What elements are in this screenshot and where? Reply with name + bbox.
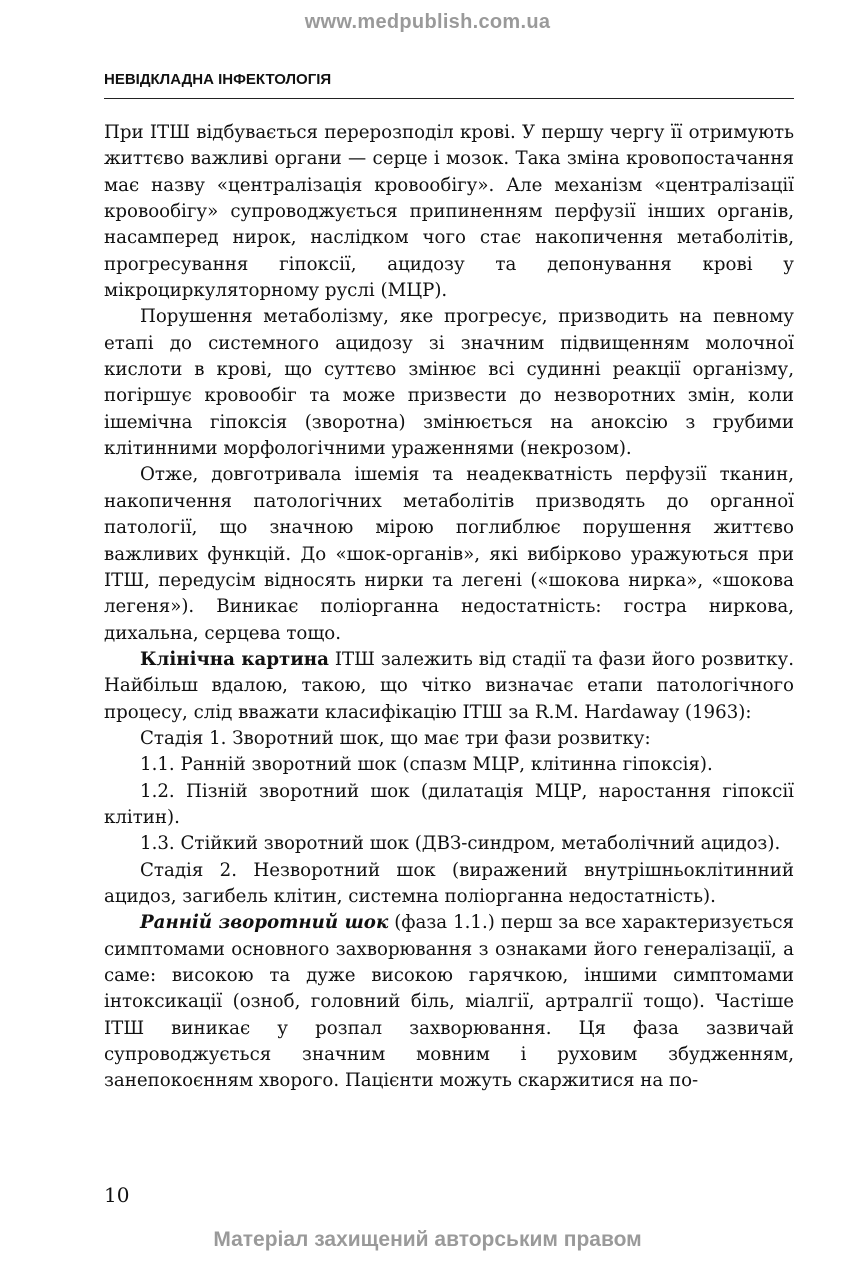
- watermark-url: www.medpublish.com.ua: [304, 11, 551, 33]
- list-item: 1.1. Ранній зворотний шок (спазм МЦР, клітинна гіпоксія).: [140, 754, 713, 776]
- paragraph: При ІТШ відбувається перерозподіл крові. У першу чергу її отримують життєво важливі органи — серце і мозок. Така зміна кровопостачання має назву «централізація кровообігу». Але механізм «централізації кровообігу» супроводжується припиненням перфузії інших органів, насамперед нирок, наслідком чого стає накопичення метаболітів, прогресування гіпоксії, ацидозу та депонування крові у мікроциркуляторному руслі (МЦР).: [104, 122, 794, 302]
- running-head: НЕВІДКЛАДНА ІНФЕКТОЛОГІЯ: [104, 71, 332, 88]
- page-number: 10: [104, 1183, 130, 1207]
- paragraph: Стадія 2. Незворотний шок (виражений внутрішньоклітинний ацидоз, загибель клітин, системна поліорганна недостатність).: [104, 859, 794, 907]
- paragraph: [104, 647, 794, 726]
- paragraph: Порушення метаболізму, яке прогресує, призводить на певному етапі до системного ацидозу зі значним підвищенням молочної кислоти в крові, що суттєво змінює всі судинні реакції організму, погіршує кровообіг та може призвести до незворотних змін, коли ішемічна гіпоксія (зворотна) змінюється на аноксію з грубими клітинними морфологічними ураженнями (некрозом).: [104, 306, 794, 460]
- paragraph: [104, 910, 794, 1094]
- body-text: [104, 120, 794, 1095]
- paragraph-text: ІТШ залежить від стадії та фази його розвитку. Найбільш вдалою, такою, що чітко визначає етапи патологічного процесу, слід вважати класифікацію ІТШ за R.M. Hardaway (1963):: [104, 648, 794, 723]
- run-in-heading: Ранній зворотний шок: [140, 912, 389, 934]
- paragraph: Стадія 1. Зворотний шок, що має три фази розвитку:: [140, 727, 651, 749]
- list-item: 1.3. Стійкий зворотний шок (ДВЗ-синдром, метаболічний ацидоз).: [140, 833, 781, 855]
- copyright-watermark: Матеріал захищений авторським правом: [213, 1228, 642, 1251]
- paragraph-text: (фаза 1.1.) перш за все характеризується симптомами основного захворювання з ознаками його генералізації, а саме: високою та дуже високою гарячкою, іншими симптомами інтоксикації (озноб, головний біль, міалгії, артралгії тощо). Частіше ІТШ виникає у розпал захворювання. Ця фаза зазвичай супроводжується значним мовним і руховим збудженням, занепокоєнням хворого. Пацієнти можуть скаржитися на по-: [104, 912, 794, 1092]
- paragraph: Отже, довготривала ішемія та неадекватність перфузії тканин, накопичення патологічних метаболітів призводять до органної патології, що значною мірою поглиблює порушення життєво важливих функцій. До «шок-органів», які вибірково уражуються при ІТШ, передусім відносять нирки та легені («шокова нирка», «шокова легеня»). Виникає поліорганна недостатність: гостра ниркова, дихальна, серцева тощо.: [104, 464, 794, 644]
- list-item: 1.2. Пізній зворотний шок (дилатація МЦР, наростання гіпоксії клітин).: [104, 780, 794, 828]
- run-in-heading: Клінічна картина: [140, 648, 329, 670]
- header-rule: [104, 98, 794, 99]
